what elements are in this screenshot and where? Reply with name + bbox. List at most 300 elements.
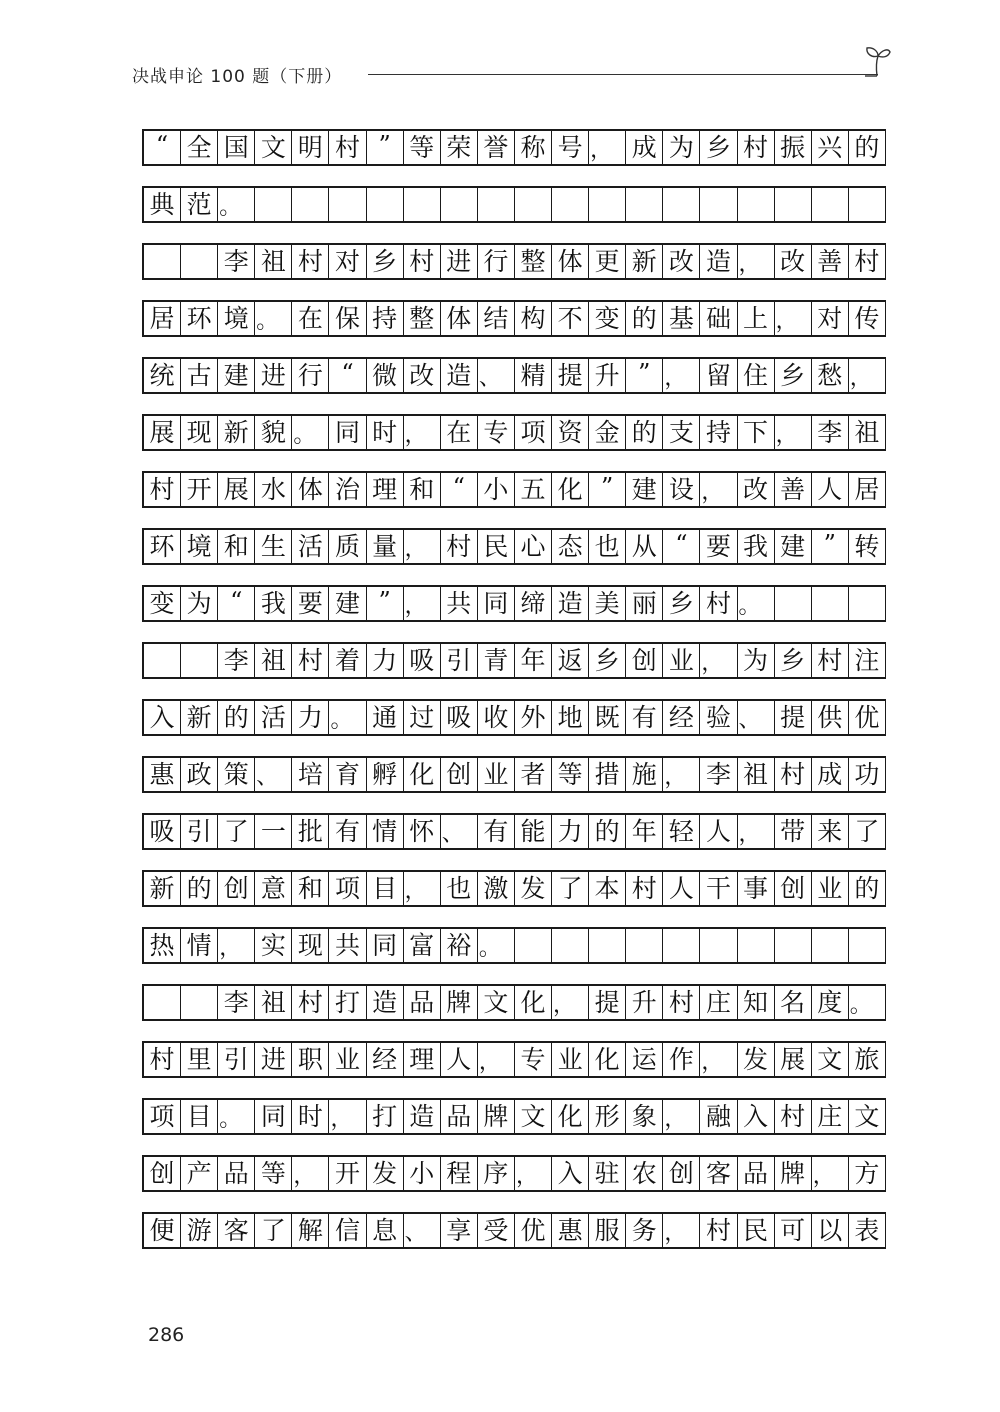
grid-cell: 造 <box>404 1100 441 1133</box>
grid-cell: 地 <box>552 701 589 734</box>
grid-cell: 也 <box>589 530 626 563</box>
grid-cell: 专 <box>515 1043 552 1076</box>
grid-cell: 客 <box>218 1214 255 1247</box>
grid-cell: 培 <box>292 758 329 791</box>
grid-cell: 理 <box>367 473 404 506</box>
grid-cell: 共 <box>441 587 478 620</box>
grid-cell: 者 <box>515 758 552 791</box>
grid-cell: 造 <box>367 986 404 1019</box>
grid-row <box>142 1155 886 1192</box>
grid-cell: 力 <box>552 815 589 848</box>
grid-cell: 受 <box>478 1214 515 1247</box>
grid-cell: 提 <box>775 701 812 734</box>
grid-cell: ， <box>663 1100 700 1133</box>
grid-cell: “ <box>144 131 181 164</box>
grid-cell: 共 <box>329 929 366 962</box>
grid-cell: 同 <box>478 587 515 620</box>
grid-cell <box>589 929 626 962</box>
grid-cell: 策 <box>218 758 255 791</box>
grid-cell: 入 <box>738 1100 775 1133</box>
grid-cell: 激 <box>478 872 515 905</box>
grid-cell: ， <box>738 245 775 278</box>
grid-cell: 项 <box>144 1100 181 1133</box>
grid-row <box>142 414 886 451</box>
grid-cell: 。 <box>329 701 366 734</box>
grid-cell: 村 <box>441 530 478 563</box>
grid-cell: 驻 <box>589 1157 626 1190</box>
grid-cell: 客 <box>700 1157 737 1190</box>
grid-cell: 的 <box>218 701 255 734</box>
grid-cell: 裕 <box>441 929 478 962</box>
book-title: 决战申论 100 题（下册） <box>132 67 343 87</box>
grid-cell: 美 <box>589 587 626 620</box>
grid-cell: 惠 <box>144 758 181 791</box>
grid-cell: 新 <box>181 701 218 734</box>
grid-cell: 境 <box>181 530 218 563</box>
grid-cell: 村 <box>775 1100 812 1133</box>
grid-cell: 热 <box>144 929 181 962</box>
grid-cell: 政 <box>181 758 218 791</box>
grid-cell: 有 <box>329 815 366 848</box>
grid-cell: 供 <box>812 701 849 734</box>
grid-cell: 行 <box>478 245 515 278</box>
grid-cell: 持 <box>367 302 404 335</box>
grid-cell: 文 <box>812 1043 849 1076</box>
grid-row <box>142 528 886 565</box>
grid-cell: 村 <box>144 1043 181 1076</box>
grid-cell: 祖 <box>255 245 292 278</box>
grid-cell: 程 <box>441 1157 478 1190</box>
grid-cell <box>515 188 552 221</box>
grid-cell: 体 <box>441 302 478 335</box>
grid-cell: 新 <box>218 416 255 449</box>
grid-cell: 、 <box>478 359 515 392</box>
grid-cell: 环 <box>144 530 181 563</box>
grid-row <box>142 186 886 223</box>
grid-cell: 升 <box>589 359 626 392</box>
grid-cell: 和 <box>218 530 255 563</box>
grid-cell: 村 <box>292 986 329 1019</box>
grid-cell: 居 <box>849 473 886 506</box>
grid-cell: 项 <box>329 872 366 905</box>
grid-row <box>142 471 886 508</box>
grid-cell: 要 <box>700 530 737 563</box>
grid-cell: 基 <box>663 302 700 335</box>
grid-cell: 吸 <box>404 644 441 677</box>
grid-cell: 富 <box>404 929 441 962</box>
grid-cell: ” <box>589 473 626 506</box>
grid-cell: 保 <box>329 302 366 335</box>
grid-cell <box>478 188 515 221</box>
grid-cell <box>404 188 441 221</box>
grid-cell <box>181 986 218 1019</box>
grid-cell: “ <box>218 587 255 620</box>
grid-cell: 方 <box>849 1157 886 1190</box>
grid-cell <box>812 587 849 620</box>
grid-cell: 化 <box>515 986 552 1019</box>
grid-cell <box>515 929 552 962</box>
grid-cell: 典 <box>144 188 181 221</box>
grid-cell: 新 <box>626 245 663 278</box>
grid-row <box>142 699 886 736</box>
grid-cell: ， <box>404 530 441 563</box>
grid-cell <box>849 587 886 620</box>
grid-cell: 设 <box>663 473 700 506</box>
grid-cell: 展 <box>144 416 181 449</box>
grid-cell: 我 <box>738 530 775 563</box>
grid-cell: 时 <box>367 416 404 449</box>
grid-cell: 化 <box>404 758 441 791</box>
grid-cell: 更 <box>589 245 626 278</box>
grid-row <box>142 927 886 964</box>
grid-cell: 小 <box>404 1157 441 1190</box>
grid-cell: 人 <box>441 1043 478 1076</box>
grid-cell: ” <box>367 587 404 620</box>
grid-cell: 改 <box>738 473 775 506</box>
grid-cell: 心 <box>515 530 552 563</box>
grid-cell: 持 <box>700 416 737 449</box>
grid-cell: 改 <box>663 245 700 278</box>
grid-cell: ， <box>329 1100 366 1133</box>
grid-cell: 旅 <box>849 1043 886 1076</box>
grid-cell: 目 <box>181 1100 218 1133</box>
grid-cell: ， <box>663 359 700 392</box>
grid-cell: 怀 <box>404 815 441 848</box>
grid-cell: 。 <box>218 1100 255 1133</box>
grid-cell: 住 <box>738 359 775 392</box>
grid-cell: ， <box>404 416 441 449</box>
grid-cell: 外 <box>515 701 552 734</box>
grid-cell: 居 <box>144 302 181 335</box>
grid-cell: 村 <box>292 644 329 677</box>
grid-cell: 入 <box>552 1157 589 1190</box>
grid-cell: 牌 <box>775 1157 812 1190</box>
grid-cell: 进 <box>441 245 478 278</box>
grid-cell: 事 <box>738 872 775 905</box>
grid-cell: ， <box>663 758 700 791</box>
grid-cell: 活 <box>255 701 292 734</box>
grid-cell: 对 <box>329 245 366 278</box>
grid-cell: 境 <box>218 302 255 335</box>
grid-cell: 引 <box>441 644 478 677</box>
grid-cell: ， <box>404 872 441 905</box>
grid-cell: 业 <box>329 1043 366 1076</box>
grid-cell: 吸 <box>441 701 478 734</box>
grid-cell: 序 <box>478 1157 515 1190</box>
grid-cell: 留 <box>700 359 737 392</box>
grid-cell <box>812 929 849 962</box>
grid-cell: ， <box>589 131 626 164</box>
grid-row <box>142 300 886 337</box>
grid-cell: 小 <box>478 473 515 506</box>
grid-cell: 统 <box>144 359 181 392</box>
grid-cell: 入 <box>144 701 181 734</box>
grid-cell: 现 <box>181 416 218 449</box>
grid-cell: 祖 <box>849 416 886 449</box>
grid-cell: 荣 <box>441 131 478 164</box>
grid-cell: 庄 <box>812 1100 849 1133</box>
grid-cell: 下 <box>738 416 775 449</box>
grid-cell: 过 <box>404 701 441 734</box>
grid-cell: 成 <box>812 758 849 791</box>
grid-cell: 建 <box>329 587 366 620</box>
grid-cell: 可 <box>775 1214 812 1247</box>
grid-cell: 。 <box>255 302 292 335</box>
grid-cell: 年 <box>626 815 663 848</box>
grid-cell: 村 <box>775 758 812 791</box>
grid-cell <box>367 188 404 221</box>
grid-cell: 生 <box>255 530 292 563</box>
grid-cell: 村 <box>292 245 329 278</box>
grid-cell: 有 <box>478 815 515 848</box>
grid-cell: 了 <box>255 1214 292 1247</box>
grid-cell: 在 <box>441 416 478 449</box>
grid-cell <box>700 929 737 962</box>
grid-cell: 祖 <box>255 986 292 1019</box>
grid-cell: 村 <box>849 245 886 278</box>
grid-cell: 情 <box>181 929 218 962</box>
grid-cell: ， <box>478 1043 515 1076</box>
grid-cell: 化 <box>552 473 589 506</box>
grid-cell <box>775 587 812 620</box>
grid-cell: ， <box>663 1214 700 1247</box>
grid-cell: 农 <box>626 1157 663 1190</box>
grid-cell: 化 <box>589 1043 626 1076</box>
grid-cell: 乡 <box>775 644 812 677</box>
grid-cell: 村 <box>700 587 737 620</box>
grid-cell: “ <box>329 359 366 392</box>
grid-cell: 支 <box>663 416 700 449</box>
grid-cell: 进 <box>255 359 292 392</box>
grid-cell: 升 <box>626 986 663 1019</box>
grid-cell: 和 <box>404 473 441 506</box>
grid-cell: 对 <box>812 302 849 335</box>
grid-cell: 惠 <box>552 1214 589 1247</box>
grid-cell: 微 <box>367 359 404 392</box>
grid-cell: “ <box>663 530 700 563</box>
grid-cell: 的 <box>849 872 886 905</box>
grid-cell: 验 <box>700 701 737 734</box>
grid-cell <box>144 644 181 677</box>
grid-cell: 息 <box>367 1214 404 1247</box>
grid-cell: 运 <box>626 1043 663 1076</box>
grid-cell: 振 <box>775 131 812 164</box>
grid-cell: 意 <box>255 872 292 905</box>
grid-cell: 力 <box>292 701 329 734</box>
grid-cell: 轻 <box>663 815 700 848</box>
grid-cell: 传 <box>849 302 886 335</box>
grid-cell: 业 <box>812 872 849 905</box>
grid-cell: 行 <box>292 359 329 392</box>
grid-row <box>142 1041 886 1078</box>
grid-cell: 作 <box>663 1043 700 1076</box>
grid-cell: 为 <box>663 131 700 164</box>
grid-cell: 项 <box>515 416 552 449</box>
grid-cell: 解 <box>292 1214 329 1247</box>
grid-cell: 的 <box>626 416 663 449</box>
grid-cell: 体 <box>552 245 589 278</box>
grid-cell: 同 <box>367 929 404 962</box>
grid-cell: 。 <box>738 587 775 620</box>
grid-cell: 李 <box>812 416 849 449</box>
grid-cell <box>552 929 589 962</box>
grid-cell: 全 <box>181 131 218 164</box>
grid-cell: 乡 <box>589 644 626 677</box>
grid-cell: 措 <box>589 758 626 791</box>
grid-cell <box>738 929 775 962</box>
grid-cell: 祖 <box>738 758 775 791</box>
grid-row <box>142 243 886 280</box>
grid-cell: 村 <box>812 644 849 677</box>
grid-cell: 乡 <box>367 245 404 278</box>
grid-cell: 也 <box>441 872 478 905</box>
grid-cell: 誉 <box>478 131 515 164</box>
grid-cell: 品 <box>738 1157 775 1190</box>
grid-cell: 提 <box>552 359 589 392</box>
grid-cell: 李 <box>700 758 737 791</box>
grid-cell: 变 <box>144 587 181 620</box>
grid-cell: 提 <box>589 986 626 1019</box>
grid-cell: ， <box>700 473 737 506</box>
grid-cell: 、 <box>441 815 478 848</box>
grid-cell: 兴 <box>812 131 849 164</box>
grid-cell: 明 <box>292 131 329 164</box>
grid-cell: 民 <box>478 530 515 563</box>
grid-cell: 李 <box>218 644 255 677</box>
grid-cell: 功 <box>849 758 886 791</box>
grid-cell: 造 <box>552 587 589 620</box>
grid-cell: 缔 <box>515 587 552 620</box>
grid-cell: 精 <box>515 359 552 392</box>
grid-cell <box>849 188 886 221</box>
grid-cell: 金 <box>589 416 626 449</box>
grid-cell: 创 <box>663 1157 700 1190</box>
grid-cell: 有 <box>626 701 663 734</box>
grid-cell: 结 <box>478 302 515 335</box>
grid-cell: 造 <box>441 359 478 392</box>
grid-cell: ， <box>404 587 441 620</box>
grid-cell: 等 <box>552 758 589 791</box>
grid-cell: 丽 <box>626 587 663 620</box>
grid-cell: 本 <box>589 872 626 905</box>
grid-cell: 改 <box>404 359 441 392</box>
manuscript-grid <box>142 129 886 1269</box>
grid-cell: 环 <box>181 302 218 335</box>
grid-cell: 了 <box>218 815 255 848</box>
grid-cell: 整 <box>515 245 552 278</box>
grid-row <box>142 129 886 166</box>
grid-cell <box>144 986 181 1019</box>
grid-cell: 理 <box>404 1043 441 1076</box>
grid-cell: 品 <box>441 1100 478 1133</box>
grid-cell: 带 <box>775 815 812 848</box>
grid-cell: 化 <box>552 1100 589 1133</box>
grid-row <box>142 585 886 622</box>
grid-cell <box>181 644 218 677</box>
grid-cell: 、 <box>255 758 292 791</box>
grid-cell <box>700 188 737 221</box>
grid-cell: 情 <box>367 815 404 848</box>
grid-cell: 变 <box>589 302 626 335</box>
grid-cell: 业 <box>552 1043 589 1076</box>
grid-cell: 貌 <box>255 416 292 449</box>
grid-cell: 、 <box>404 1214 441 1247</box>
grid-cell: 通 <box>367 701 404 734</box>
grid-cell: 能 <box>515 815 552 848</box>
grid-cell: 民 <box>738 1214 775 1247</box>
grid-cell: 的 <box>626 302 663 335</box>
grid-cell <box>292 188 329 221</box>
grid-cell: 发 <box>367 1157 404 1190</box>
grid-cell: 年 <box>515 644 552 677</box>
grid-cell <box>589 188 626 221</box>
grid-row <box>142 984 886 1021</box>
grid-cell: 引 <box>181 815 218 848</box>
grid-cell: 享 <box>441 1214 478 1247</box>
grid-cell: ， <box>700 644 737 677</box>
grid-cell: 村 <box>404 245 441 278</box>
grid-cell <box>849 929 886 962</box>
grid-cell: 象 <box>626 1100 663 1133</box>
grid-cell: 以 <box>812 1214 849 1247</box>
grid-cell: 开 <box>181 473 218 506</box>
grid-cell: 同 <box>255 1100 292 1133</box>
grid-cell: 名 <box>775 986 812 1019</box>
grid-cell: ， <box>849 359 886 392</box>
grid-cell: 实 <box>255 929 292 962</box>
grid-cell: 优 <box>849 701 886 734</box>
grid-cell: 。 <box>218 188 255 221</box>
grid-cell: 人 <box>700 815 737 848</box>
grid-cell <box>775 929 812 962</box>
grid-cell: 人 <box>812 473 849 506</box>
grid-cell: 乡 <box>700 131 737 164</box>
grid-cell: 建 <box>775 530 812 563</box>
grid-cell: 体 <box>292 473 329 506</box>
grid-cell: 知 <box>738 986 775 1019</box>
grid-cell: ， <box>515 1157 552 1190</box>
grid-cell: 了 <box>849 815 886 848</box>
grid-cell: 进 <box>255 1043 292 1076</box>
grid-cell: 乡 <box>663 587 700 620</box>
grid-cell: 上 <box>738 302 775 335</box>
grid-cell: 经 <box>367 1043 404 1076</box>
grid-cell: ， <box>292 1157 329 1190</box>
grid-cell: 返 <box>552 644 589 677</box>
grid-cell: 。 <box>849 986 886 1019</box>
grid-cell: 同 <box>329 416 366 449</box>
grid-cell: 乡 <box>775 359 812 392</box>
grid-cell: 时 <box>292 1100 329 1133</box>
grid-cell <box>626 929 663 962</box>
grid-cell: 创 <box>218 872 255 905</box>
grid-row <box>142 1098 886 1135</box>
page-header <box>132 56 892 92</box>
grid-cell: 改 <box>775 245 812 278</box>
grid-cell: 成 <box>626 131 663 164</box>
grid-cell: 业 <box>478 758 515 791</box>
grid-cell: 施 <box>626 758 663 791</box>
grid-cell: 造 <box>700 245 737 278</box>
grid-cell: 来 <box>812 815 849 848</box>
grid-cell: 文 <box>515 1100 552 1133</box>
grid-cell: 创 <box>144 1157 181 1190</box>
grid-cell: 牌 <box>478 1100 515 1133</box>
grid-cell: 国 <box>218 131 255 164</box>
grid-cell: 李 <box>218 245 255 278</box>
grid-cell: 一 <box>255 815 292 848</box>
grid-cell: 既 <box>589 701 626 734</box>
